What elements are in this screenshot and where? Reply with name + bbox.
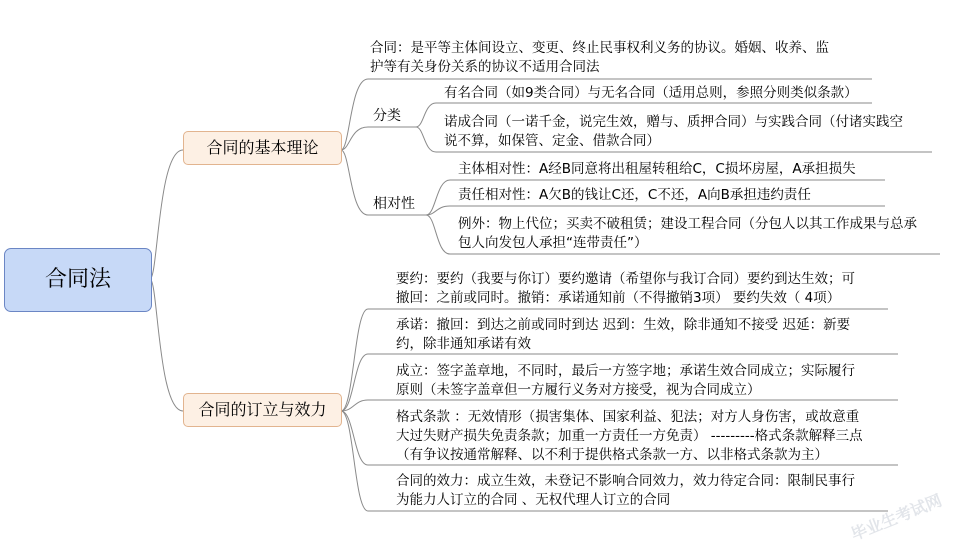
branch-formation-validity[interactable]: 合同的订立与效力	[183, 393, 342, 427]
relativity-item-3[interactable]	[458, 215, 917, 253]
definition-line-2: 护等有关身份关系的协议不适用合同法	[370, 59, 600, 75]
definition-line-1: 合同：是平等主体间设立、变更、终止民事权利义务的协议。婚姻、收养、监	[370, 40, 829, 56]
group-label-relativity[interactable]: 相对性	[373, 196, 415, 212]
classification-item-1[interactable]	[444, 84, 858, 103]
offer-node[interactable]	[396, 270, 855, 308]
item-line: 格式条款 ：无效情形（损害集体、国家利益、犯法；对方人身伤害，或故意重	[396, 409, 860, 425]
item-line: 有名合同（如9类合同）与无名合同（适用总则，参照分则类似条款）	[444, 85, 858, 101]
item-line: 要约：要约（我要与你订）要约邀请（希望你与我订合同）要约到达生效；可	[396, 271, 855, 287]
item-line: 主体相对性：A经B同意将出租屋转租给C，C损坏房屋，A承担损失	[458, 161, 856, 177]
item-line: 诺成合同（一诺千金，说完生效，赠与、质押合同）与实践合同（付诸实践空	[444, 114, 903, 130]
standard-terms-node[interactable]	[396, 408, 863, 465]
root-topic[interactable]: 合同法	[4, 248, 152, 312]
item-line: 为能力人订立的合同 、无权代理人订立的合同	[396, 492, 671, 508]
item-line: 原则（未签字盖章但一方履行义务对方接受，视为合同成立）	[396, 382, 761, 398]
branch-basic-theory[interactable]: 合同的基本理论	[183, 131, 342, 165]
item-line: 包人向发包人承担“连带责任”）	[458, 235, 648, 251]
item-line: 例外：物上代位；买卖不破租赁；建设工程合同（分包人以其工作成果与总承	[458, 216, 917, 232]
formation-node[interactable]	[396, 362, 855, 400]
definition-node[interactable]	[370, 39, 829, 77]
item-line: （有争议按通常解释、以不利于提供格式条款一方、以非格式条款为主）	[396, 447, 828, 463]
relativity-item-1[interactable]	[458, 160, 856, 179]
watermark-logo: 毕业生考试网	[848, 490, 945, 545]
item-line: 成立：签字盖章地，不同时，最后一方签字地；承诺生效合同成立；实际履行	[396, 363, 855, 379]
item-line: 撤回：之前或同时。撤销：承诺通知前（不得撤销3项） 要约失效（ 4项）	[396, 290, 841, 306]
item-line: 约，除非通知承诺有效	[396, 336, 531, 352]
item-line: 责任相对性：A欠B的钱让C还，C不还，A向B承担违约责任	[458, 187, 811, 203]
item-line: 承诺：撤回：到达之前或同时到达 迟到：生效，除非通知不接受 迟延：新要	[396, 317, 851, 333]
relativity-item-2[interactable]	[458, 186, 811, 205]
item-line: 大过失财产损失免责条款；加重一方责任一方免责） ---------格式条款解释三点	[396, 428, 863, 444]
classification-item-2[interactable]	[444, 113, 903, 151]
item-line: 合同的效力：成立生效，未登记不影响合同效力，效力待定合同：限制民事行	[396, 473, 855, 489]
group-label-classification[interactable]: 分类	[373, 108, 401, 124]
acceptance-node[interactable]	[396, 316, 850, 354]
contract-validity-node[interactable]	[396, 472, 855, 510]
item-line: 说不算，如保管、定金、借款合同）	[444, 133, 660, 149]
